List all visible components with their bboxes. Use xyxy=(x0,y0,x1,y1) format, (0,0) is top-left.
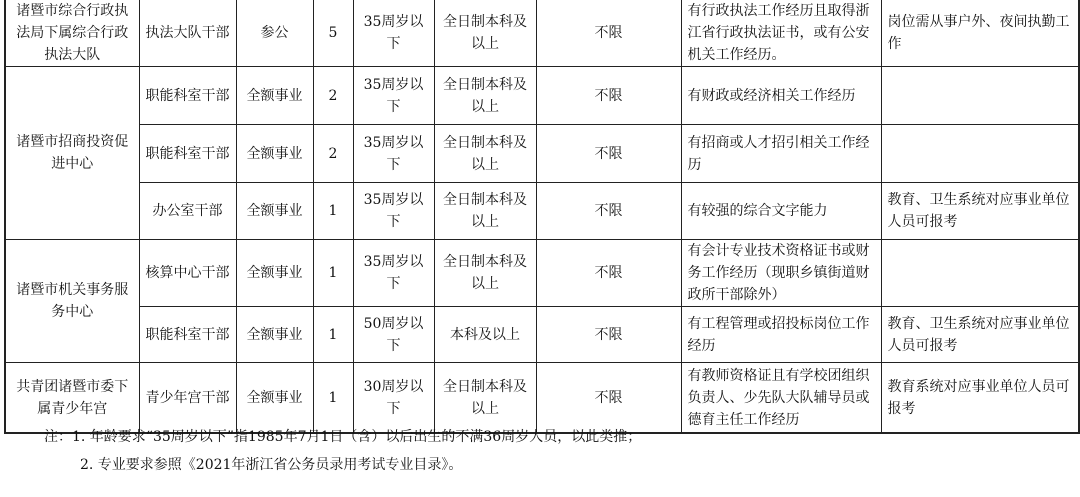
age-cell: 35周岁以下 xyxy=(353,183,434,240)
org-cell: 诸暨市招商投资促进中心 xyxy=(5,67,139,240)
position-cell: 职能科室干部 xyxy=(139,125,236,183)
table-row xyxy=(5,240,1079,307)
count-cell: 5 xyxy=(313,0,353,67)
major-cell: 不限 xyxy=(536,183,681,240)
education-cell: 全日制本科及以上 xyxy=(434,0,536,67)
education-cell: 全日制本科及以上 xyxy=(434,240,536,307)
note-cell: 教育系统对应事业单位人员可报考 xyxy=(881,363,1079,434)
major-cell: 不限 xyxy=(536,67,681,125)
count-cell: 1 xyxy=(313,307,353,363)
table-row xyxy=(5,125,1079,183)
condition-cell: 有会计专业技术资格证书或财务工作经历（现职乡镇街道财政所干部除外） xyxy=(681,240,881,307)
footnote-2: 2. 专业要求参照《2021年浙江省公务员录用考试专业目录》。 xyxy=(80,457,463,473)
position-table xyxy=(4,0,1080,434)
position-cell: 办公室干部 xyxy=(139,183,236,240)
education-cell: 全日制本科及以上 xyxy=(434,183,536,240)
education-cell: 全日制本科及以上 xyxy=(434,67,536,125)
age-cell: 35周岁以下 xyxy=(353,0,434,67)
note-cell: 岗位需从事户外、夜间执勤工作 xyxy=(881,0,1079,67)
type-cell: 全额事业 xyxy=(236,67,313,125)
note-cell xyxy=(881,240,1079,307)
type-cell: 全额事业 xyxy=(236,183,313,240)
condition-cell: 有教师资格证且有学校团组织负责人、少先队大队辅导员或德育主任工作经历 xyxy=(681,363,881,434)
table-row xyxy=(5,0,1079,67)
position-cell: 核算中心干部 xyxy=(139,240,236,307)
type-cell: 全额事业 xyxy=(236,125,313,183)
count-cell: 1 xyxy=(313,183,353,240)
note-cell: 教育、卫生系统对应事业单位人员可报考 xyxy=(881,183,1079,240)
major-cell: 不限 xyxy=(536,240,681,307)
age-cell: 30周岁以下 xyxy=(353,363,434,434)
position-cell: 职能科室干部 xyxy=(139,307,236,363)
org-cell: 诸暨市综合行政执法局下属综合行政执法大队 xyxy=(5,0,139,67)
education-cell: 全日制本科及以上 xyxy=(434,363,536,434)
major-cell: 不限 xyxy=(536,0,681,67)
note-cell xyxy=(881,67,1079,125)
major-cell: 不限 xyxy=(536,307,681,363)
condition-cell: 有行政执法工作经历且取得浙江省行政执法证书，或有公安机关工作经历。 xyxy=(681,0,881,67)
age-cell: 50周岁以下 xyxy=(353,307,434,363)
count-cell: 1 xyxy=(313,240,353,307)
table-row xyxy=(5,67,1079,125)
position-cell: 职能科室干部 xyxy=(139,67,236,125)
count-cell: 2 xyxy=(313,67,353,125)
table-row xyxy=(5,307,1079,363)
org-cell: 诸暨市机关事务服务中心 xyxy=(5,240,139,363)
table-row xyxy=(5,183,1079,240)
condition-cell: 有较强的综合文字能力 xyxy=(681,183,881,240)
type-cell: 全额事业 xyxy=(236,363,313,434)
condition-cell: 有工程管理或招投标岗位工作经历 xyxy=(681,307,881,363)
age-cell: 35周岁以下 xyxy=(353,240,434,307)
education-cell: 全日制本科及以上 xyxy=(434,125,536,183)
count-cell: 1 xyxy=(313,363,353,434)
count-cell: 2 xyxy=(313,125,353,183)
footnote-1: 注：1. 年龄要求“35周岁以下”指1985年7月1日（含）以后出生的不满36周岁人员，以此类推； xyxy=(44,429,642,445)
type-cell: 全额事业 xyxy=(236,240,313,307)
major-cell: 不限 xyxy=(536,125,681,183)
age-cell: 35周岁以下 xyxy=(353,67,434,125)
position-cell: 青少年宫干部 xyxy=(139,363,236,434)
note-cell xyxy=(881,125,1079,183)
position-cell: 执法大队干部 xyxy=(139,0,236,67)
condition-cell: 有招商或人才招引相关工作经历 xyxy=(681,125,881,183)
condition-cell: 有财政或经济相关工作经历 xyxy=(681,67,881,125)
education-cell: 本科及以上 xyxy=(434,307,536,363)
table-row xyxy=(5,363,1079,434)
type-cell: 参公 xyxy=(236,0,313,67)
note-cell: 教育、卫生系统对应事业单位人员可报考 xyxy=(881,307,1079,363)
type-cell: 全额事业 xyxy=(236,307,313,363)
org-cell: 共青团诸暨市委下属青少年宫 xyxy=(5,363,139,434)
major-cell: 不限 xyxy=(536,363,681,434)
footnotes xyxy=(44,426,641,476)
age-cell: 35周岁以下 xyxy=(353,125,434,183)
